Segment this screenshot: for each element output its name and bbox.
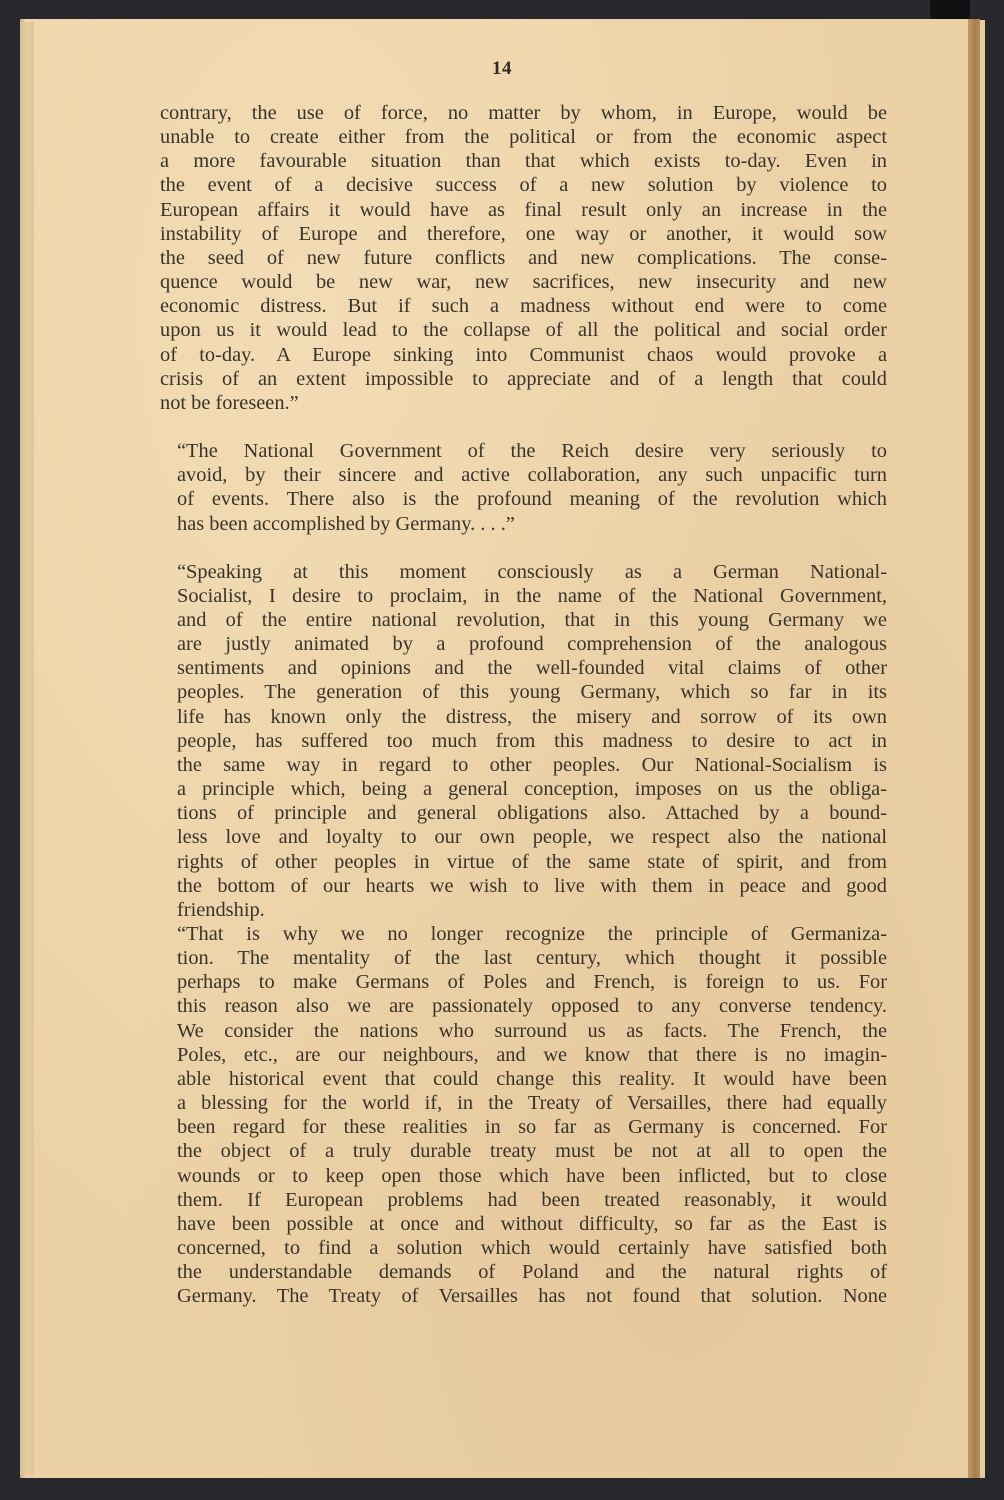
- paragraph: [160, 560, 887, 922]
- text-line: a more favourable situation than that which exists to-day. Even in: [160, 150, 887, 173]
- text-line: Germany. The Treaty of Versailles has not found that solution. None: [177, 1285, 887, 1308]
- text-line: perhaps to make Germans of Poles and French, is foreign to us. For: [177, 971, 887, 994]
- paragraph: [160, 101, 887, 415]
- text-line: people, has suffered too much from this madness to desire to act in: [177, 729, 887, 752]
- text-line: tion. The mentality of the last century, which thought it possible: [177, 947, 887, 970]
- page-edge-left: [20, 22, 34, 1475]
- text-line: contrary, the use of force, no matter by whom, in Europe, would be: [160, 102, 887, 124]
- text-line: upon us it would lead to the collapse of all the political and social order: [160, 319, 887, 342]
- text-line: less love and loyalty to our own people, we respect also the national: [177, 826, 887, 849]
- text-line: been regard for these realities in so far as Germany is concerned. For: [177, 1116, 887, 1139]
- text-line: economic distress. But if such a madness without end were to come: [160, 295, 887, 318]
- text-line: We consider the nations who surround us as facts. The French, the: [177, 1019, 887, 1042]
- text-line: a blessing for the world if, in the Treaty of Versailles, there had equally: [177, 1092, 887, 1115]
- text-line: rights of other peoples in virtue of the same state of spirit, and from: [177, 850, 887, 873]
- text-line: a principle which, being a general conception, imposes on us the obliga-: [177, 778, 887, 801]
- paragraph: [160, 439, 887, 536]
- text-line: life has known only the distress, the misery and sorrow of its own: [177, 705, 887, 728]
- book-binding: [968, 19, 980, 1478]
- text-line: unable to create either from the political or from the economic aspect: [160, 126, 887, 149]
- text-line: crisis of an extent impossible to appreciate and of a length that could: [160, 367, 887, 390]
- text-line: the object of a truly durable treaty must be not at all to open the: [177, 1140, 887, 1163]
- text-line: “The National Government of the Reich desire very seriously to: [177, 440, 887, 463]
- text-line: are justly animated by a profound comprehension of the analogous: [177, 633, 887, 656]
- text-line: able historical event that could change this reality. It would have been: [177, 1067, 887, 1090]
- text-line: them. If European problems had been treated reasonably, it would: [177, 1188, 887, 1211]
- text-line: the understandable demands of Poland and the natural rights of: [177, 1261, 887, 1284]
- next-page-edge: [980, 20, 985, 1478]
- text-line: not be foreseen.”: [160, 391, 299, 414]
- text-line: sentiments and opinions and the well-founded vital claims of other: [177, 657, 887, 680]
- text-line: of to-day. A Europe sinking into Communist chaos would provoke a: [160, 343, 887, 366]
- text-line: this reason also we are passionately opposed to any converse tendency.: [177, 995, 887, 1018]
- text-line: the event of a decisive success of a new solution by violence to: [160, 174, 887, 197]
- text-line: has been accomplished by Germany. . . .”: [177, 512, 515, 535]
- text-line: tions of principle and general obligations also. Attached by a bound-: [177, 802, 887, 825]
- text-line: avoid, by their sincere and active collaboration, any such unpacific turn: [177, 464, 887, 487]
- page-number: 14: [492, 58, 512, 79]
- text-line: and of the entire national revolution, that in this young Germany we: [177, 608, 887, 631]
- text-line: Socialist, I desire to proclaim, in the name of the National Government,: [177, 584, 887, 607]
- text-line: Poles, etc., are our neighbours, and we know that there is no imagin-: [177, 1043, 887, 1066]
- text-line: the seed of new future conflicts and new complications. The conse-: [160, 246, 887, 269]
- scan-background: [930, 0, 970, 19]
- text-line: concerned, to find a solution which would certainly have satisfied both: [177, 1237, 887, 1260]
- text-line: the same way in regard to other peoples. Our National-Socialism is: [177, 753, 887, 776]
- text-line: friendship.: [177, 898, 265, 921]
- text-line: quence would be new war, new sacrifices, new insecurity and new: [160, 271, 887, 294]
- body-text: [160, 101, 887, 1309]
- text-line: European affairs it would have as final result only an increase in the: [160, 198, 887, 221]
- text-line: wounds or to keep open those which have been inflicted, but to close: [177, 1164, 887, 1187]
- paragraph: [160, 922, 887, 1309]
- text-line: have been possible at once and without difficulty, so far as the East is: [177, 1212, 887, 1235]
- text-line: of events. There also is the profound meaning of the revolution which: [177, 488, 887, 511]
- text-line: instability of Europe and therefore, one way or another, it would sow: [160, 222, 887, 245]
- text-line: “That is why we no longer recognize the principle of Germaniza-: [177, 923, 887, 945]
- text-line: peoples. The generation of this young Germany, which so far in its: [177, 681, 887, 704]
- text-line: the bottom of our hearts we wish to live with them in peace and good: [177, 874, 887, 897]
- text-line: “Speaking at this moment consciously as a German National-: [177, 560, 887, 583]
